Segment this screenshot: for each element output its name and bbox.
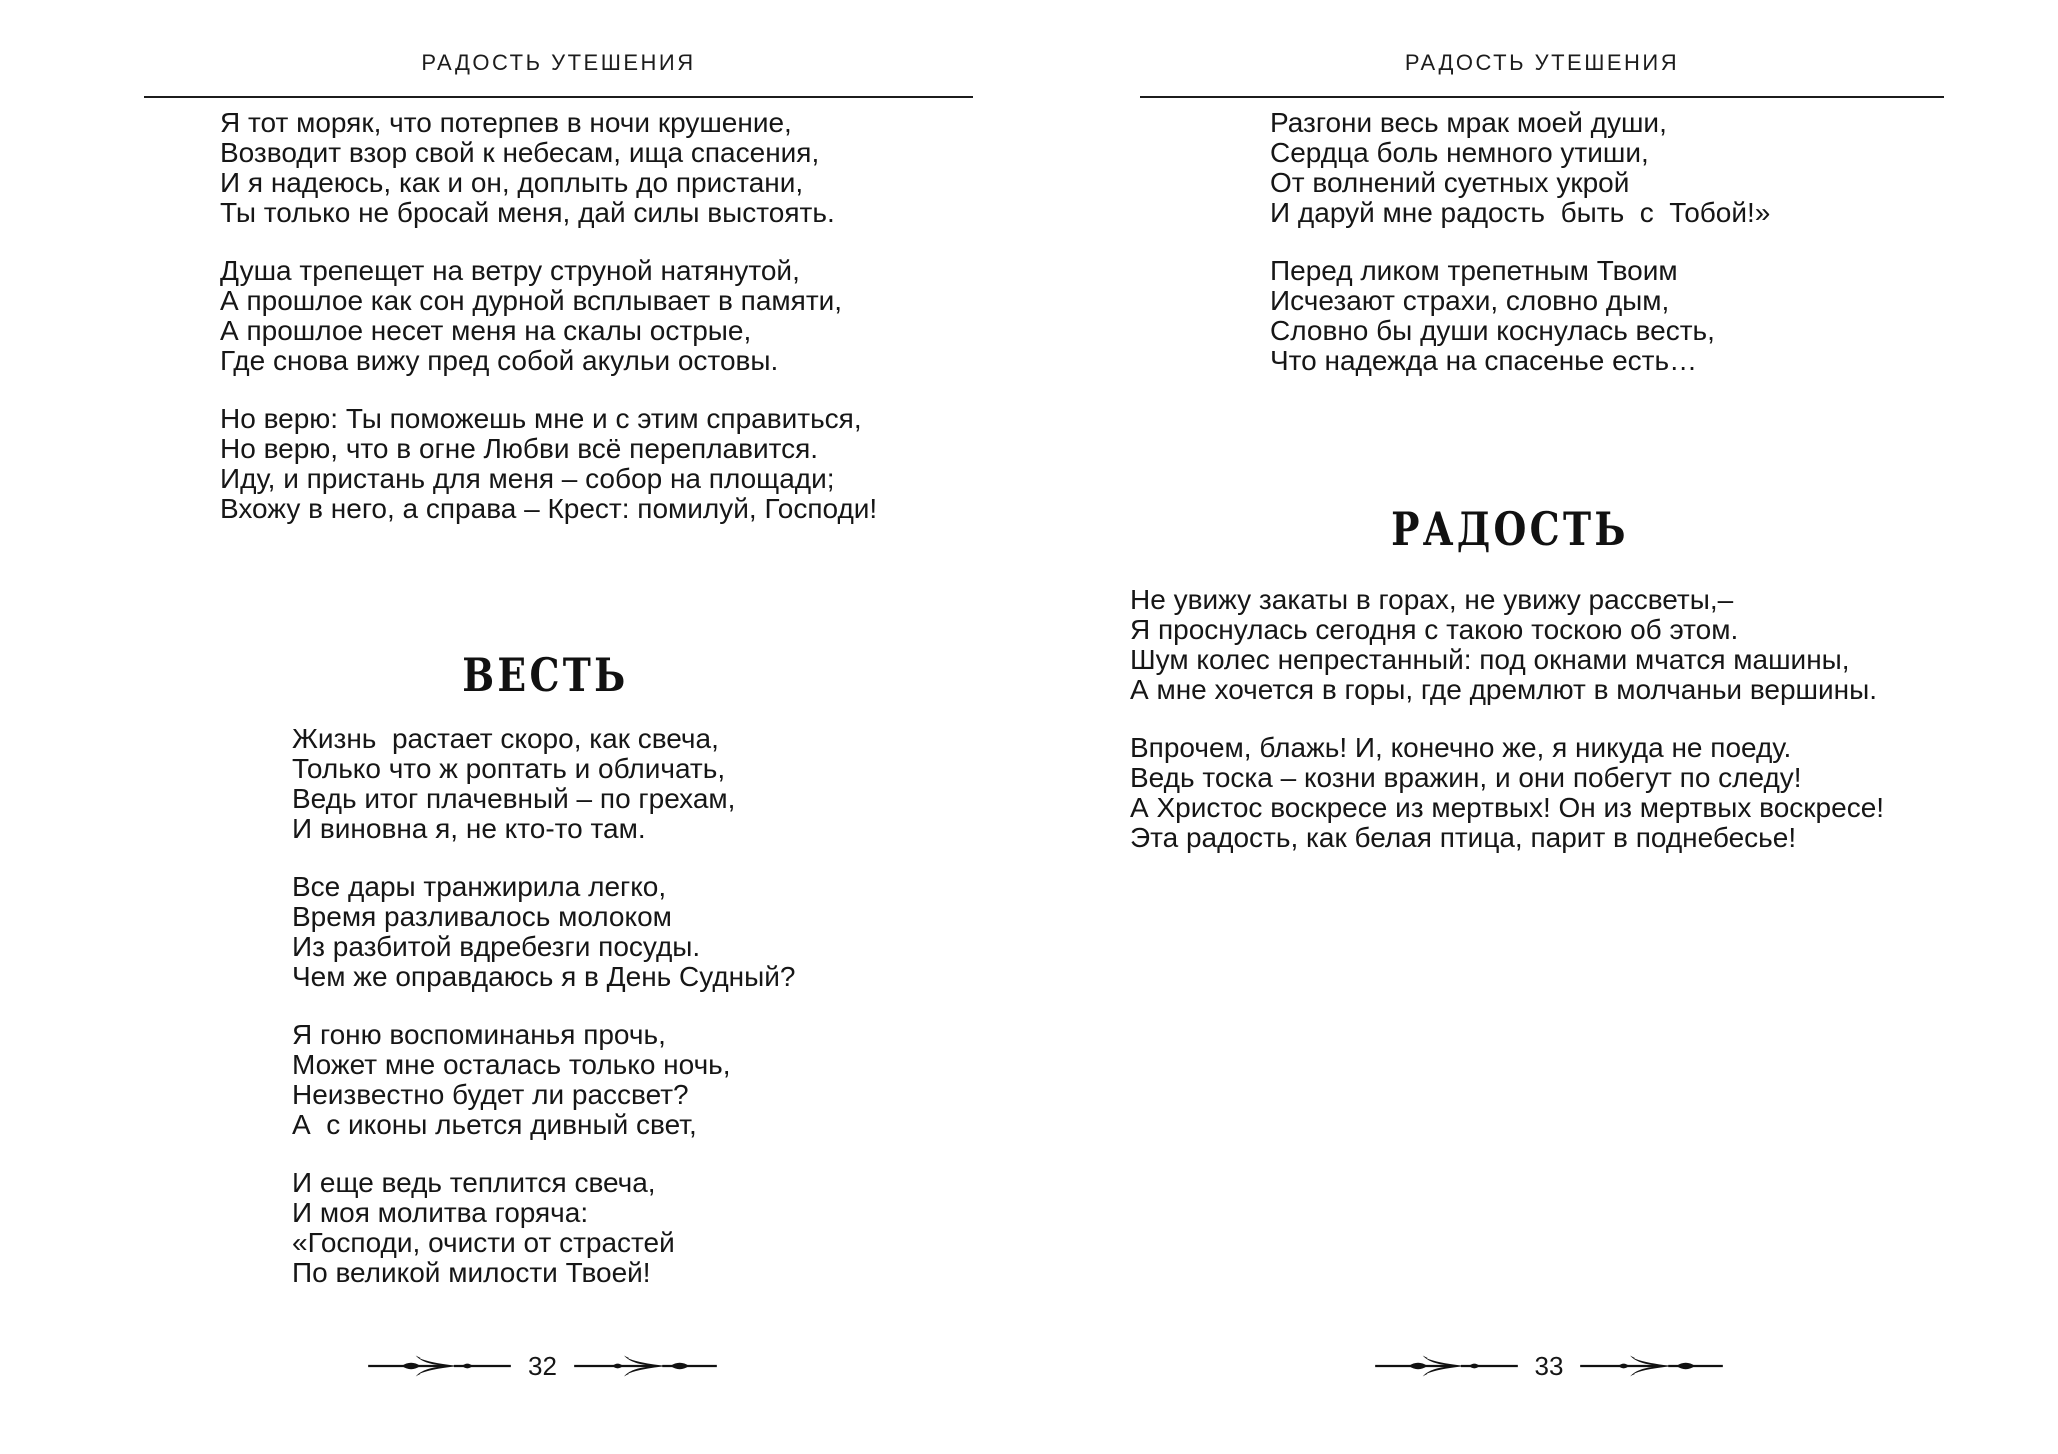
poem-line: «Господи, очисти от страстей (292, 1227, 675, 1258)
poem-line: Чем же оправдаюсь я в День Судный? (292, 961, 796, 992)
poem-line: Время разливалось молоком (292, 901, 672, 932)
stanza (292, 872, 795, 992)
stanza (220, 256, 877, 376)
poem-line: От волнений суетных укрой (1270, 167, 1630, 198)
fleuron-divider-icon (367, 1348, 512, 1384)
poem-line: Может мне осталась только ночь, (292, 1049, 731, 1080)
fleuron-divider-icon (1374, 1348, 1519, 1384)
poem-line: Не увижу закаты в горах, не увижу рассветы,– (1130, 584, 1734, 615)
stanza (292, 1020, 795, 1140)
poem-line: Сердца боль немного утиши, (1270, 137, 1649, 168)
poem-line: Ведь итог плачевный – по грехам, (292, 783, 736, 814)
stanza (292, 1168, 795, 1288)
running-head: РАДОСТЬ УТЕШЕНИЯ (421, 50, 696, 75)
page-number: 32 (528, 1350, 557, 1381)
poem-line: Впрочем, блажь! И, конечно же, я никуда не поеду. (1130, 732, 1792, 763)
page-footer (1029, 1348, 2058, 1384)
poem-line: Вхожу в него, а справа – Крест: помилуй, Господи! (220, 493, 878, 524)
poem-line: А прошлое как сон дурной всплывает в памяти, (220, 285, 843, 316)
stanza (1130, 733, 1884, 853)
poem-vest (292, 724, 795, 1288)
poem-line: Разгони весь мрак моей души, (1270, 107, 1667, 138)
poem-line: И даруй мне радость быть с Тобой!» (1270, 197, 1771, 228)
poem-line: Словно бы души коснулась весть, (1270, 315, 1715, 346)
poem-line: А с иконы льется дивный свет, (292, 1109, 697, 1140)
poem-line: Перед ликом трепетным Твоим (1270, 255, 1678, 286)
poem-line: Неизвестно будет ли рассвет? (292, 1079, 689, 1110)
poem-radost (1130, 585, 1884, 853)
stanza (1270, 256, 1770, 376)
header-rule (144, 96, 973, 98)
poem-line: Эта радость, как белая птица, парит в поднебесье! (1130, 822, 1797, 853)
poem-line: И я надеюсь, как и он, доплыть до пристани, (220, 167, 804, 198)
stanza (220, 108, 877, 228)
poem-line: А Христос воскресе из мертвых! Он из мертвых воскресе! (1130, 792, 1885, 823)
page-number: 33 (1534, 1350, 1564, 1381)
poem-title-radost (1029, 502, 1991, 556)
running-head: РАДОСТЬ УТЕШЕНИЯ (1404, 50, 1680, 75)
header-rule (1140, 96, 1944, 98)
poem-line: Ведь тоска – козни вражин, и они побегут по следу! (1130, 762, 1802, 793)
poem-opening-left (220, 108, 877, 524)
poem-title-text: РАДОСТЬ (1391, 502, 1629, 556)
poem-line: Я тот моряк, что потерпев в ночи крушение, (220, 107, 792, 138)
poem-line: Из разбитой вдребезги посуды. (292, 931, 701, 962)
page-footer (0, 1348, 1085, 1384)
poem-line: Только что ж роптать и обличать, (292, 753, 726, 784)
poem-line: Иду, и пристань для меня – собор на площади; (220, 463, 835, 494)
poem-line: По великой милости Твоей! (292, 1257, 651, 1288)
poem-line: Все дары транжирила легко, (292, 871, 667, 902)
poem-line: Я гоню воспоминанья прочь, (292, 1019, 666, 1050)
stanza (1130, 585, 1884, 705)
poem-line: Что надежда на спасенье есть… (1270, 345, 1698, 376)
fleuron-divider-icon (573, 1348, 718, 1384)
poem-line: Ты только не бросай меня, дай силы выстоять. (220, 197, 835, 228)
poem-line: Но верю: Ты поможешь мне и с этим справиться, (220, 403, 862, 434)
stanza (1270, 108, 1770, 228)
stanza (220, 404, 877, 524)
poem-line: Я проснулась сегодня с такою тоскою об этом. (1130, 614, 1739, 645)
poem-line: Исчезают страхи, словно дым, (1270, 285, 1670, 316)
poem-title-vest (0, 648, 1090, 702)
stanza (292, 724, 795, 844)
poem-line: Но верю, что в огне Любви всё переплавится. (220, 433, 819, 464)
fleuron-divider-icon (1579, 1348, 1724, 1384)
poem-line: А мне хочется в горы, где дремлют в молчаньи вершины. (1130, 674, 1878, 705)
poem-line: Возводит взор свой к небесам, ища спасения, (220, 137, 820, 168)
poem-line: А прошлое несет меня на скалы острые, (220, 315, 752, 346)
poem-line: Душа трепещет на ветру струной натянутой, (220, 255, 800, 286)
poem-line: И моя молитва горяча: (292, 1197, 589, 1228)
page-right (1029, 0, 2058, 1454)
poem-line: И еще ведь теплится свеча, (292, 1167, 656, 1198)
poem-opening-right (1270, 108, 1770, 376)
poem-line: Где снова вижу пред собой акульи остовы. (220, 345, 779, 376)
poem-title-text: ВЕСТЬ (461, 648, 629, 702)
poem-line: Шум колес непрестанный: под окнами мчатся машины, (1130, 644, 1850, 675)
poem-line: И виновна я, не кто-то там. (292, 813, 646, 844)
poem-line: Жизнь растает скоро, как свеча, (292, 723, 719, 754)
